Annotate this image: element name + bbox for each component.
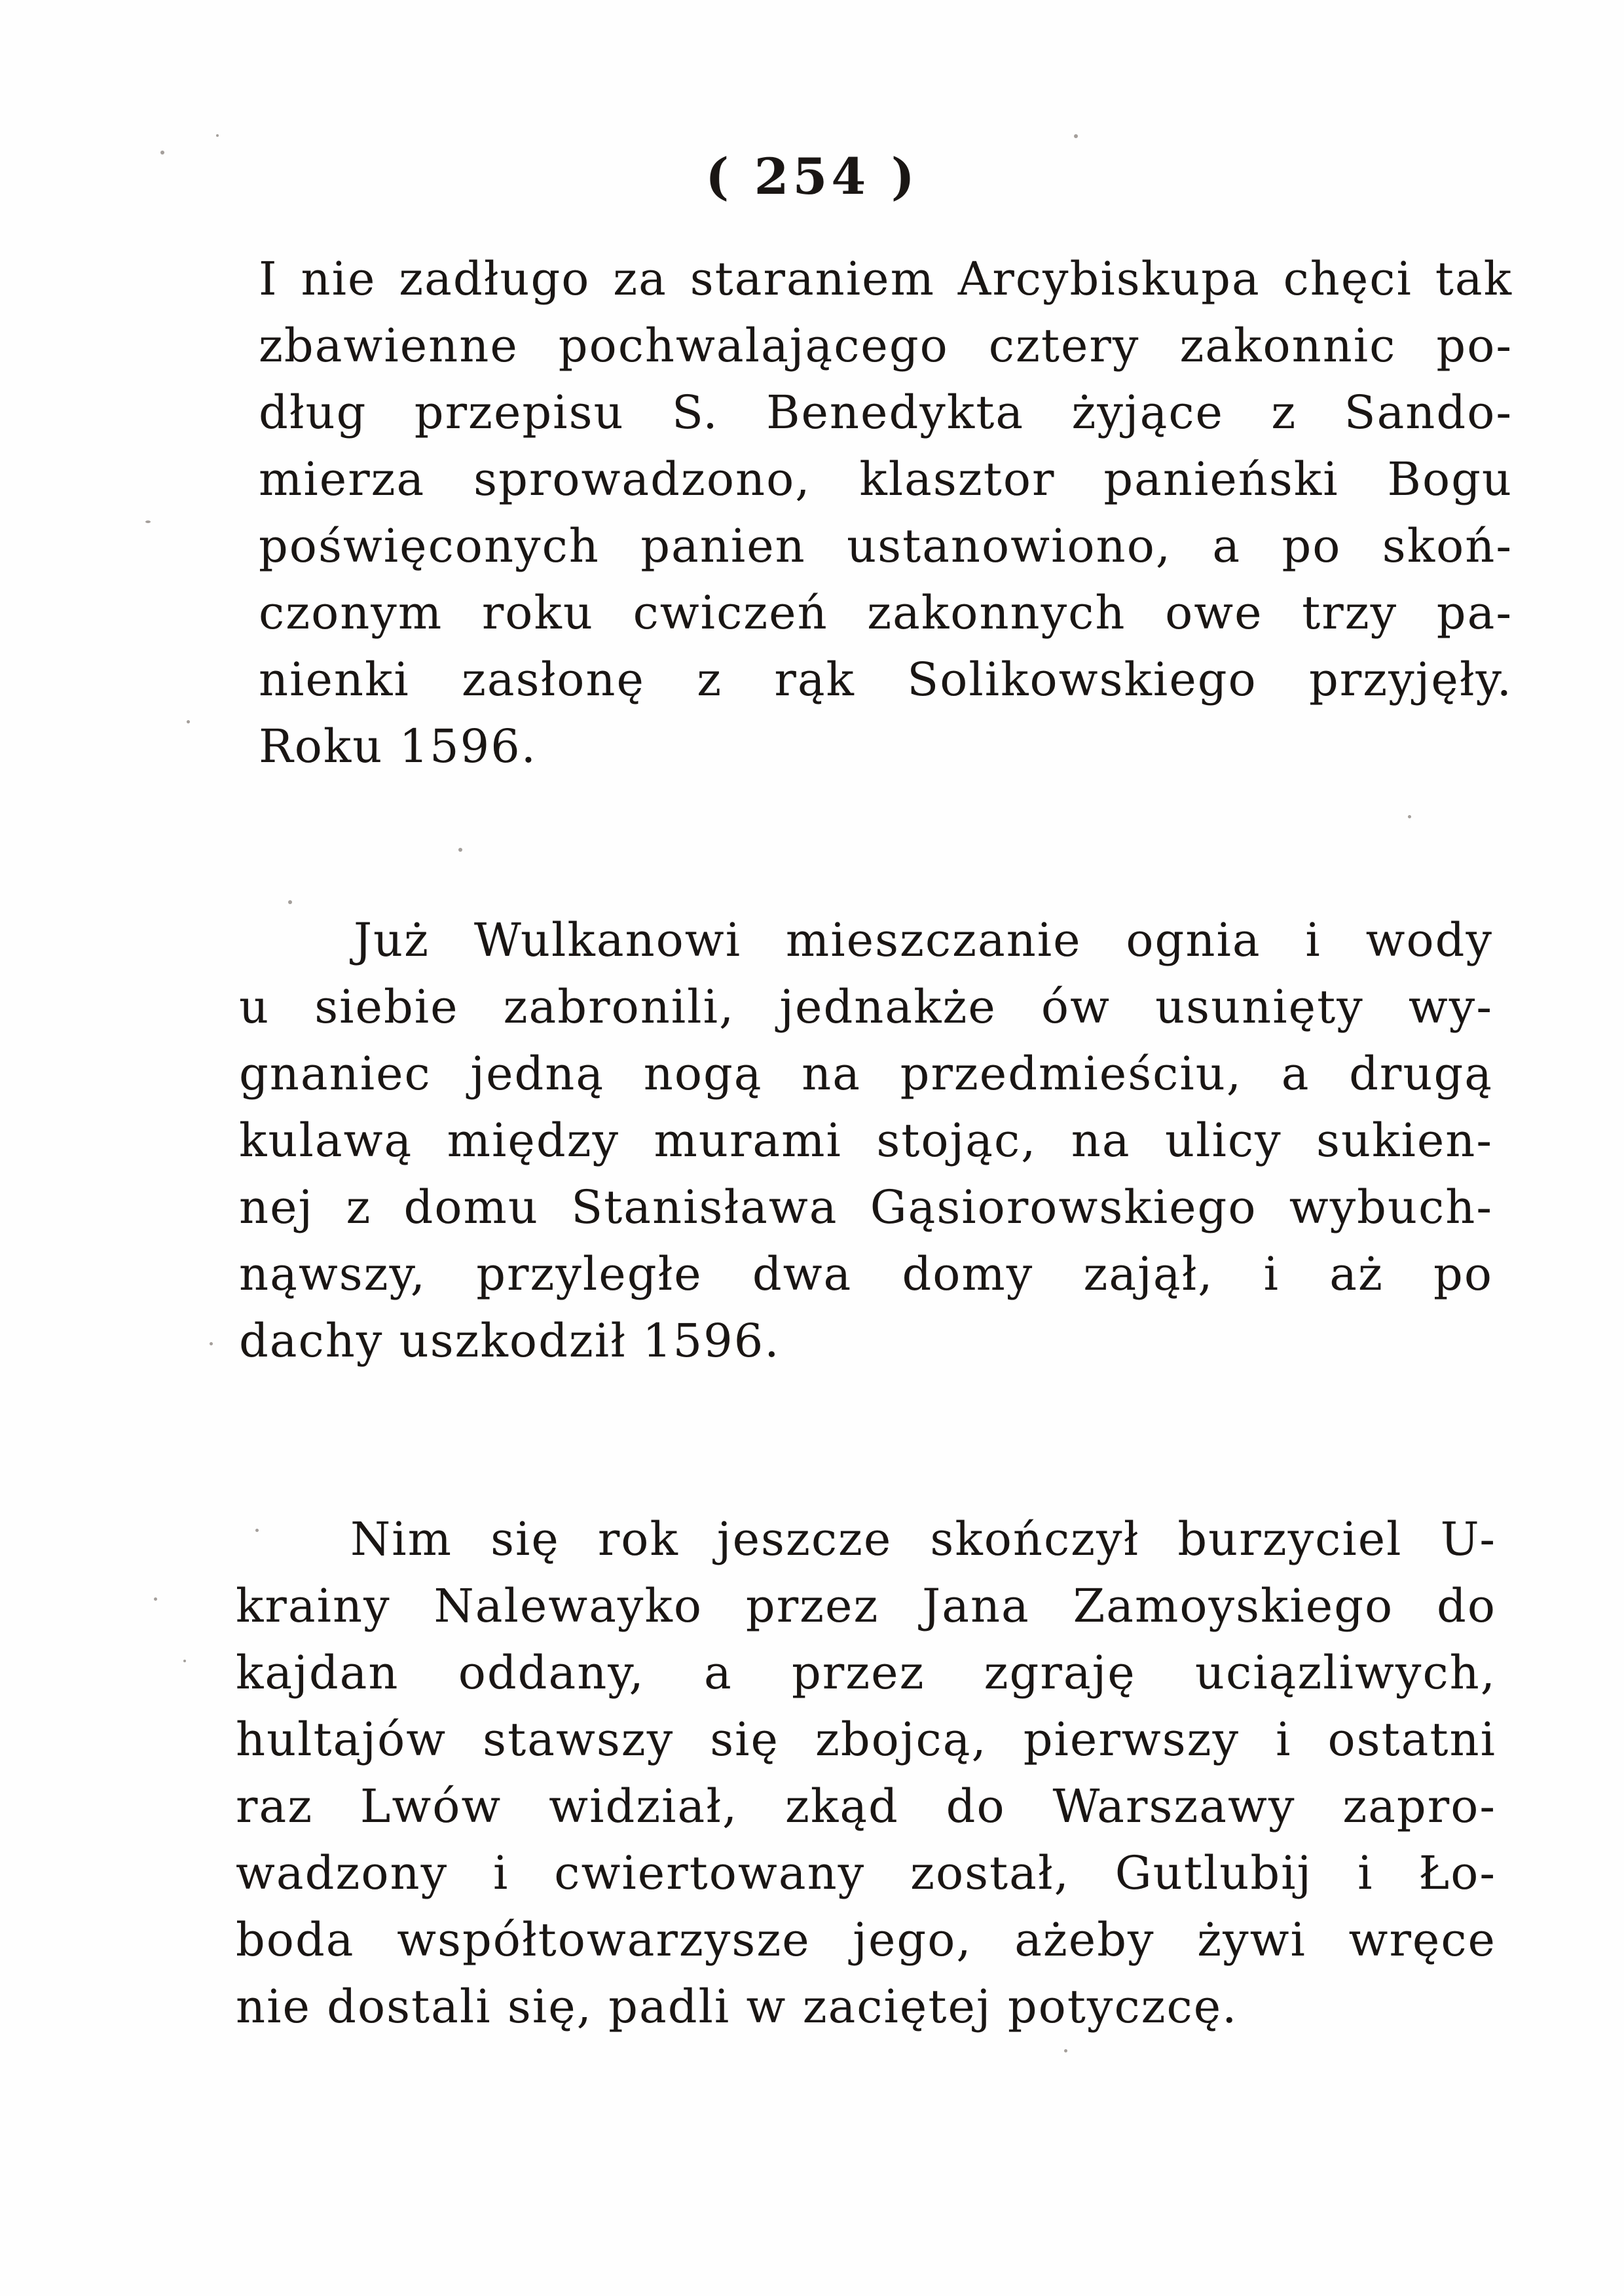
text-line: nie dostali się, padli w zaciętej potyczcę. [236, 1980, 1238, 2033]
text-line: dług przepisu S. Benedykta żyjące z Sando- [259, 386, 1513, 439]
text-line: nej z domu Stanisława Gąsiorowskiego wybuch- [239, 1180, 1493, 1234]
paper-speck [183, 1660, 186, 1662]
text-line: Roku 1596. [259, 720, 537, 773]
text-line: Już Wulkanowi mieszczanie ognia i wody [354, 913, 1493, 967]
paper-speck [255, 1529, 259, 1532]
text-line: I nie zadługo za staraniem Arcybiskupa chęci tak [259, 252, 1513, 306]
text-line: nąwszy, przyległe dwa domy zajął, i aż po [239, 1247, 1493, 1301]
paper-speck [458, 848, 462, 852]
text-line: Nim się rok jeszcze skończył burzyciel U- [350, 1512, 1496, 1566]
text-line: poświęconych panien ustanowiono, a po skoń- [259, 519, 1513, 573]
text-line: mierza sprowadzono, klasztor panieński Bogu [259, 452, 1513, 506]
paragraph-3 [236, 1506, 1496, 2040]
paper-speck [1064, 2049, 1067, 2052]
text-line: wadzony i cwiertowany został, Gutlubij i Ło- [236, 1846, 1496, 1900]
text-line: dachy uszkodził 1596. [239, 1314, 781, 1368]
text-line: kajdan oddany, a przez zgraję uciązliwych, [236, 1646, 1496, 1700]
text-line: boda współtowarzysze jego, ażeby żywi wręce [236, 1913, 1496, 1967]
paper-speck [1408, 815, 1411, 818]
paper-speck [187, 720, 190, 723]
page-number: ( 254 ) [705, 147, 919, 206]
paper-speck [216, 134, 219, 137]
text-line: gnaniec jedną nogą na przedmieściu, a drugą [239, 1047, 1493, 1101]
paragraph-1 [259, 246, 1513, 780]
text-line: krainy Nalewayko przez Jana Zamoyskiego do [236, 1579, 1496, 1633]
paper-speck [210, 1342, 213, 1345]
paper-speck [288, 900, 292, 904]
paper-speck [145, 520, 151, 523]
paper-speck [160, 151, 164, 155]
text-line: zbawienne pochwalającego cztery zakonnic po- [259, 319, 1513, 373]
text-line: kulawą między murami stojąc, na ulicy sukien- [239, 1114, 1493, 1167]
text-line: czonym roku cwiczeń zakonnych owe trzy pa- [259, 586, 1513, 640]
text-line: hultajów stawszy się zbojcą, pierwszy i ostatni [236, 1713, 1496, 1766]
paragraph-2 [239, 907, 1493, 1374]
text-line: u siebie zabronili, jednakże ów usunięty wy- [239, 980, 1493, 1034]
text-line: raz Lwów widział, zkąd do Warszawy zapro- [236, 1779, 1496, 1833]
paper-speck [154, 1597, 157, 1601]
text-line: nienki zasłonę z rąk Solikowskiego przyjęły. [259, 653, 1513, 706]
paper-speck [1074, 134, 1078, 138]
